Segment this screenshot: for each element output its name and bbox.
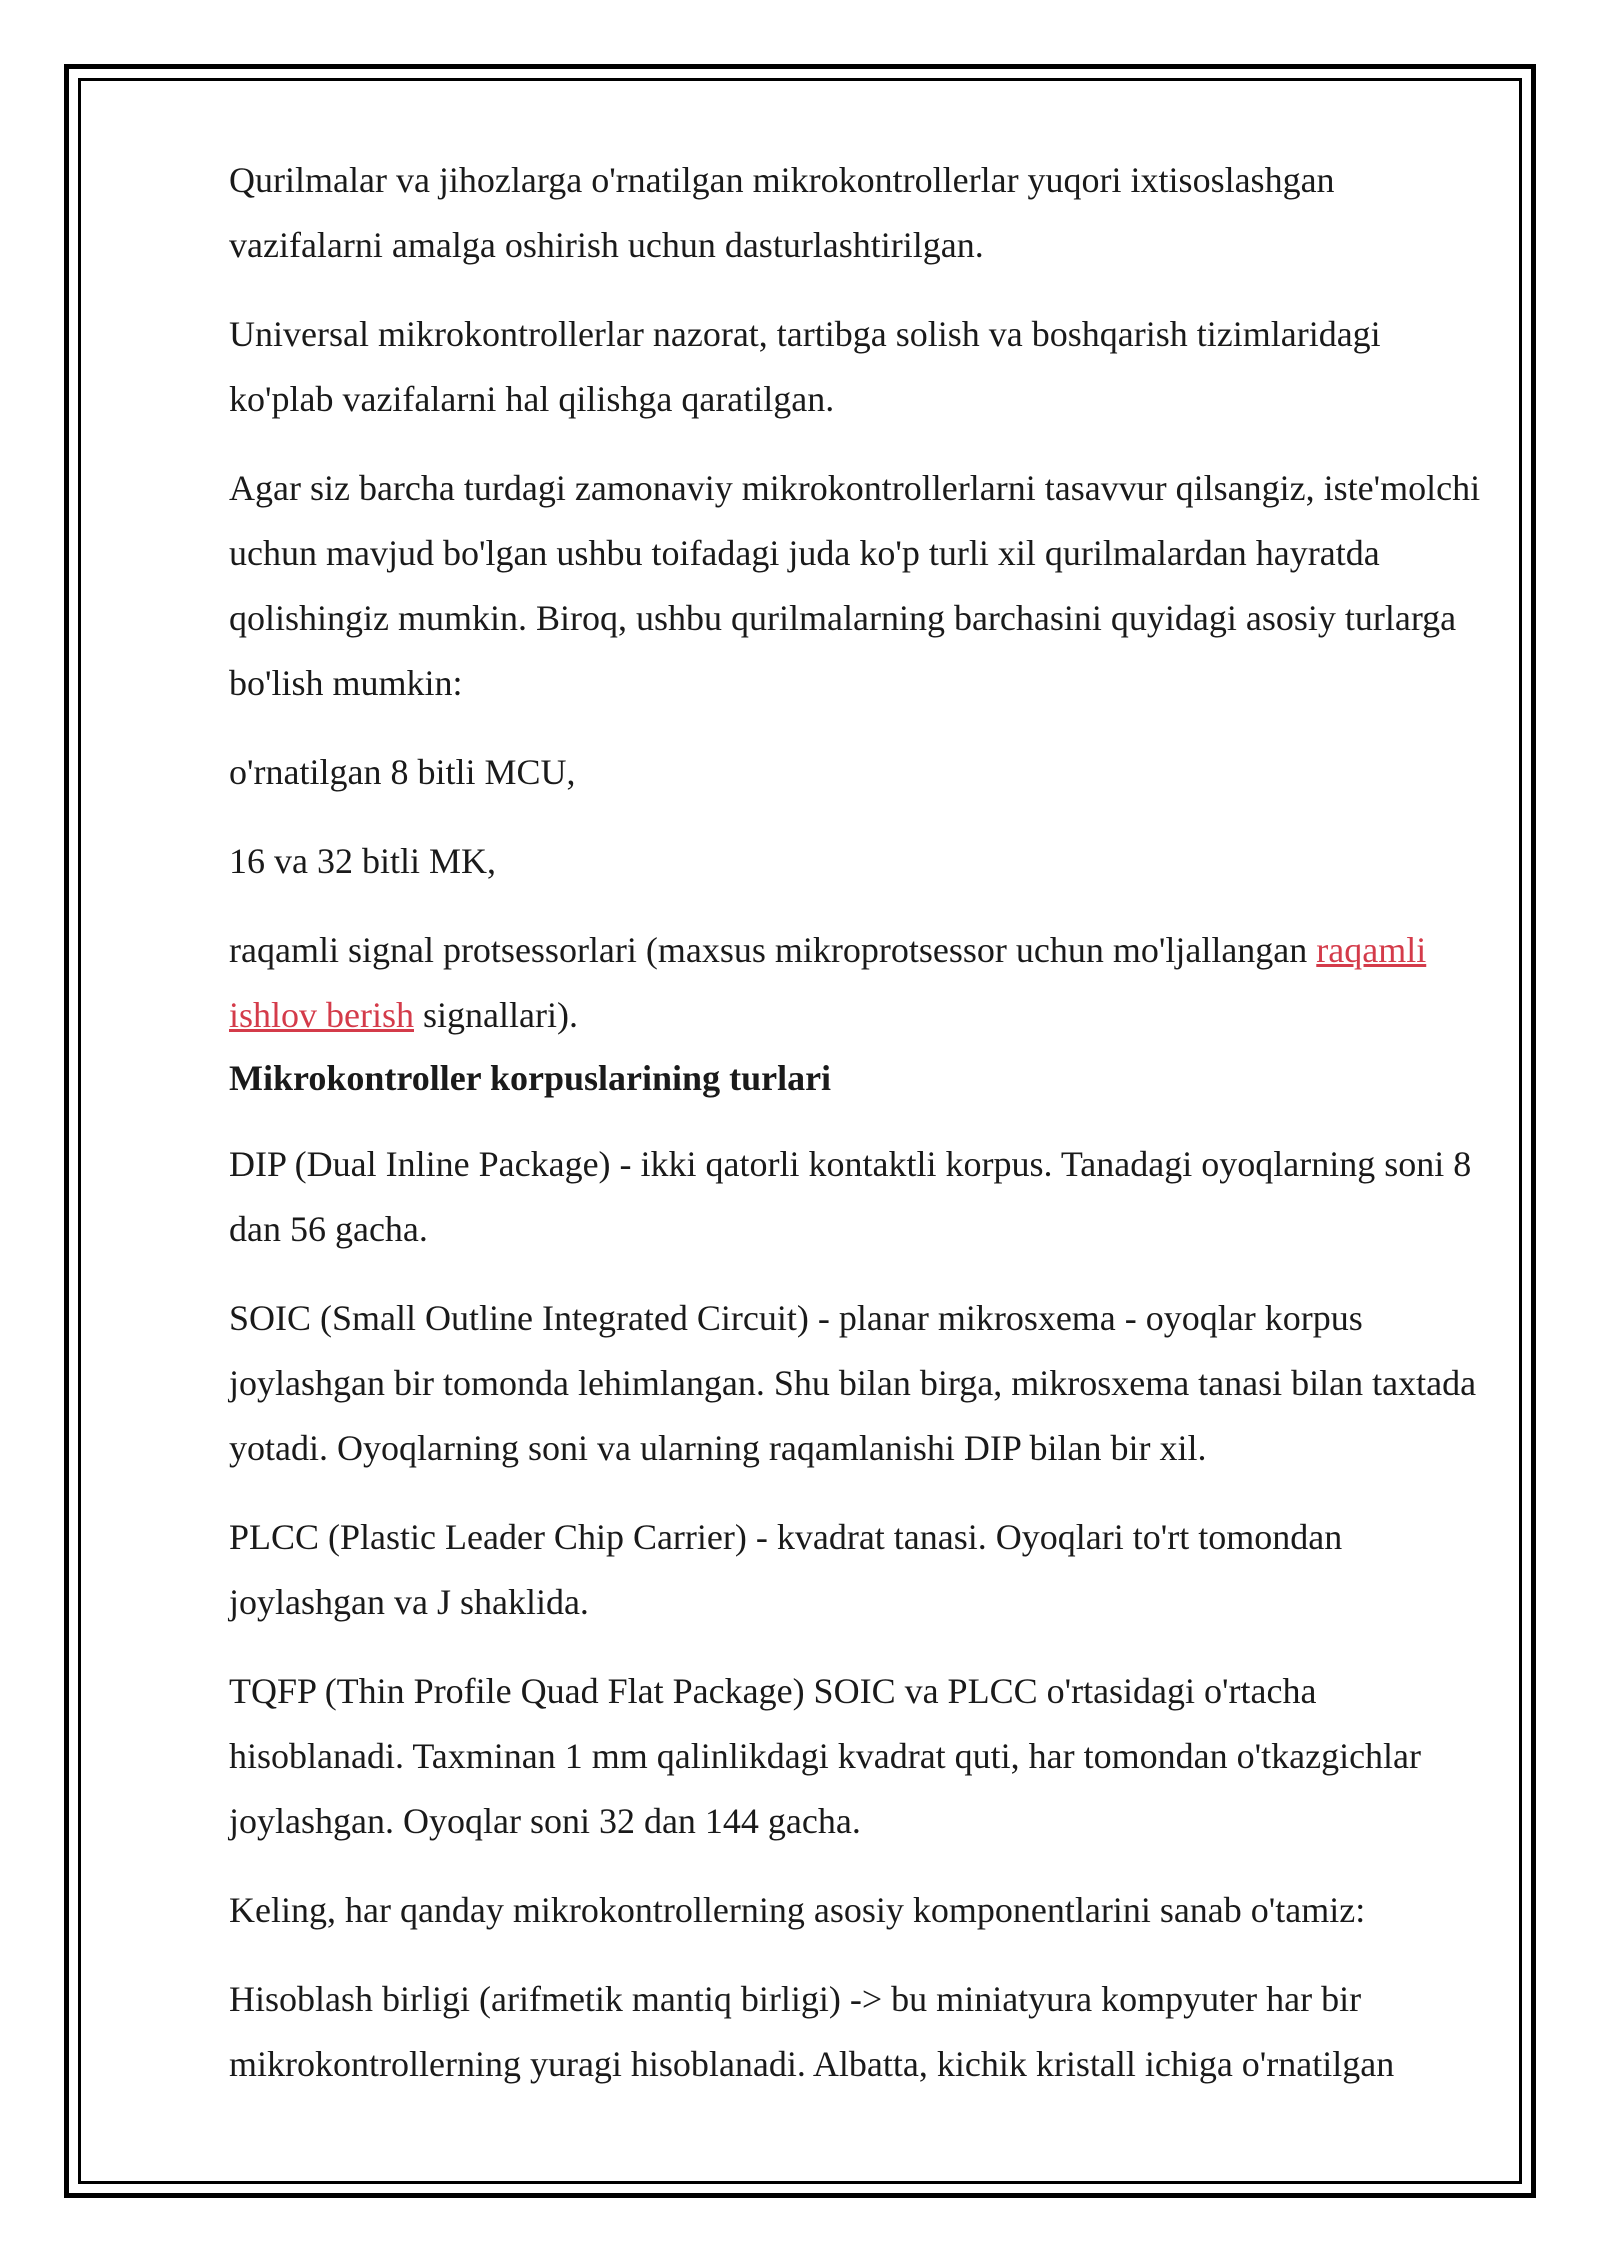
paragraph-components-intro: Keling, har qanday mikrokontrollerning asosiy komponentlarini sanab o'tamiz: xyxy=(229,1890,1366,1930)
paragraph-embedded-mcu: Qurilmalar va jihozlarga o'rnatilgan mikrokontrollerlar yuqori ixtisoslashgan vazifalarni amalga oshirish uchun dasturlashtirilgan. xyxy=(229,160,1335,265)
list-item-dsp xyxy=(229,918,1489,1048)
paragraph-alu: Hisoblash birligi (arifmetik mantiq birligi) -> bu miniatyura kompyuter har bir mikrokontrollerning yuragi hisoblanadi. Albatta, kichik kristall ichiga o'rnatilgan xyxy=(229,1979,1395,2084)
paragraph-universal-mcu: Universal mikrokontrollerlar nazorat, tartibga solish va boshqarish tizimlaridagi ko'plab vazifalarni hal qilishga qaratilgan. xyxy=(229,314,1381,419)
dsp-text-after: signallari). xyxy=(414,995,578,1035)
document-body xyxy=(229,148,1489,2121)
paragraph-mcu-types-intro: Agar siz barcha turdagi zamonaviy mikrokontrollerlarni tasavvur qilsangiz, iste'molchi uchun mavjud bo'lgan ushbu toifadagi juda ko'p turli xil qurilmalardan hayratda qolishingiz mumkin. Biroq, ushbu qurilmalarning barchasini quyidagi asosiy turlarga bo'lish mumkin: xyxy=(229,468,1481,703)
paragraph-dip: DIP (Dual Inline Package) - ikki qatorli kontaktli korpus. Tanadagi oyoqlarning soni 8 dan 56 gacha. xyxy=(229,1144,1472,1249)
list-item-16-32bit: 16 va 32 bitli MK, xyxy=(229,841,496,881)
dsp-text-before: raqamli signal protsessorlari (maxsus mikroprotsessor uchun mo'ljallangan xyxy=(229,930,1317,970)
list-item-8bit: o'rnatilgan 8 bitli MCU, xyxy=(229,752,576,792)
paragraph-soic: SOIC (Small Outline Integrated Circuit) - planar mikrosxema - oyoqlar korpus joylashgan bir tomonda lehimlangan. Shu bilan birga, mikrosxema tanasi bilan taxtada yotadi. Oyoqlarning soni va ularning raqamlanishi DIP bilan bir xil. xyxy=(229,1298,1477,1468)
section-heading-packages: Mikrokontroller korpuslarining turlari xyxy=(229,1058,832,1098)
paragraph-plcc: PLCC (Plastic Leader Chip Carrier) - kvadrat tanasi. Oyoqlari to'rt tomondan joylashgan va J shaklida. xyxy=(229,1517,1343,1622)
digital-processing-link[interactable]: raqamli ishlov berish xyxy=(229,930,1427,1035)
paragraph-tqfp: TQFP (Thin Profile Quad Flat Package) SOIC va PLCC o'rtasidagi o'rtacha hisoblanadi. Taxminan 1 mm qalinlikdagi kvadrat quti, har tomondan o'tkazgichlar joylashgan. Oyoqlar soni 32 dan 144 gacha. xyxy=(229,1671,1422,1841)
